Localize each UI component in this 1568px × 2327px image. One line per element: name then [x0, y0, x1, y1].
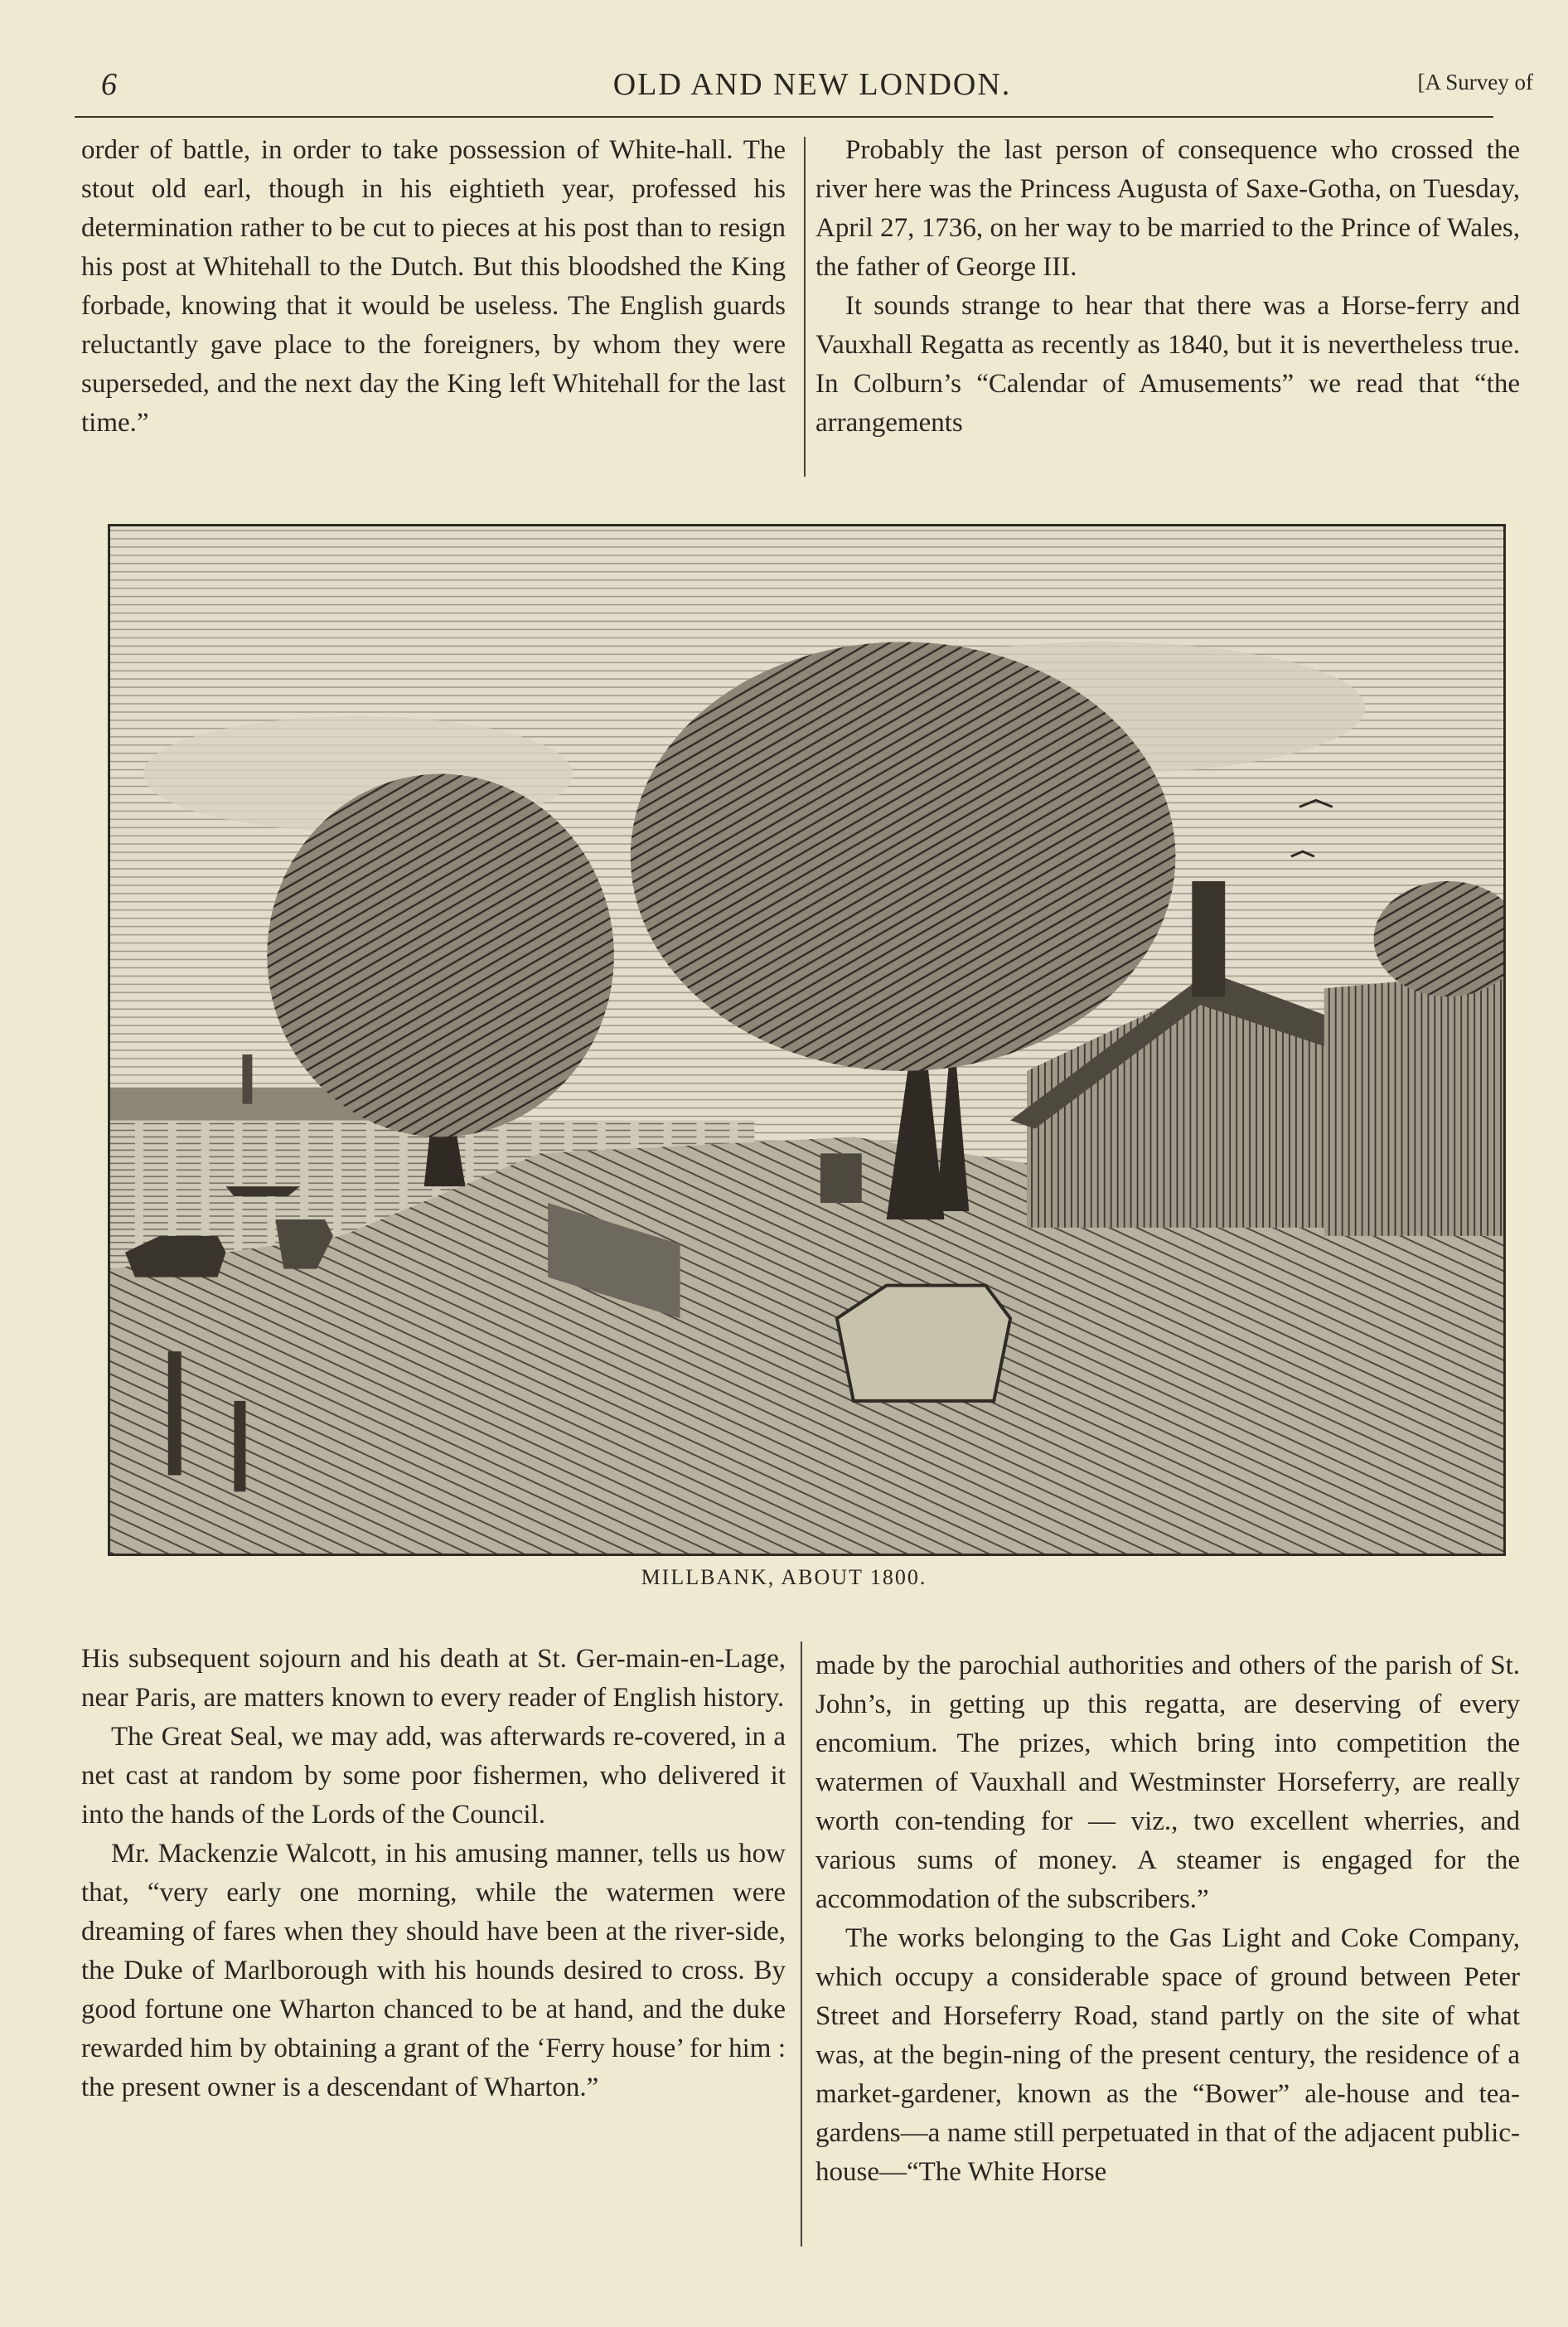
- paragraph: made by the parochial authorities and others of the parish of St. John’s, in getting up this regatta, are deserving of every encomium. The prizes, which bring into competition the watermen of Vauxhall and Westminster Horseferry, are really worth con-tending for — viz., two excellent wherries, and various sums of money. A steamer is engaged for the accommodation of the subscribers.”: [815, 1651, 1520, 1914]
- engraving-millbank: [108, 524, 1506, 1556]
- text-column-bottom-right: [815, 1646, 1520, 2192]
- paragraph: order of battle, in order to take possession of White-hall. The stout old earl, though in his eightieth year, professed his determination rather to be cut to pieces at his post than to resign his post at Whitehall to the Dutch. But this bloodshed the King forbade, knowing that it would be useless. The English guards reluctantly gave place to the foreigners, by whom they were superseded, and the next day the King left Whitehall for the last time.”: [81, 135, 786, 438]
- paragraph: Mr. Mackenzie Walcott, in his amusing manner, tells us how that, “very early one morning, while the watermen were dreaming of fares when they should have been at the river-side, the Duke of Marlborough with his hounds desired to cross. By good fortune one Wharton chanced to be at hand, and the duke rewarded him by obtaining a grant of the ‘Ferry house’ for him : the present owner is a descendant of Wharton.”: [81, 1839, 786, 2102]
- running-title: OLD AND NEW LONDON.: [612, 67, 1012, 102]
- paragraph: The Great Seal, we may add, was afterwards re-covered, in a net cast at random by some poor fishermen, who delivered it into the hands of the Lords of the Council.: [81, 1722, 786, 1830]
- figure-caption: MILLBANK, ABOUT 1800.: [641, 1565, 927, 1589]
- page-number: 6: [101, 67, 117, 102]
- header-rule: [75, 116, 1493, 118]
- text-column-bottom-left: [81, 1640, 786, 2107]
- paragraph: Probably the last person of consequence who crossed the river here was the Princess Augusta of Saxe-Gotha, on Tuesday, April 27, 1736, on her way to be married to the Prince of Wales, the father of George III.: [815, 135, 1520, 282]
- paragraph: His subsequent sojourn and his death at St. Ger-main-en-Lage, near Paris, are matters known to every reader of English history.: [81, 1644, 786, 1713]
- text-column-top-right: [815, 131, 1520, 443]
- text-column-top-left: [81, 131, 786, 443]
- page-header: [91, 60, 1533, 109]
- engraving-illustration: [110, 526, 1503, 1554]
- column-divider: [801, 1641, 802, 2247]
- column-divider: [804, 137, 806, 477]
- paragraph: It sounds strange to hear that there was a Horse-ferry and Vauxhall Regatta as recently as 1840, but it is nevertheless true. In Colburn’s “Calendar of Amusements” we read that “the arrangements: [815, 291, 1520, 438]
- paragraph: The works belonging to the Gas Light and Coke Company, which occupy a considerable space of ground between Peter Street and Horseferry Road, stand partly on the site of what was, at the begin-ning of the present century, the residence of a market-gardener, known as the “Bower” ale-house and tea-gardens—a name still perpetuated in that of the adjacent public-house—“The White Horse: [815, 1923, 1520, 2187]
- section-reference: [A Survey of: [1417, 70, 1533, 95]
